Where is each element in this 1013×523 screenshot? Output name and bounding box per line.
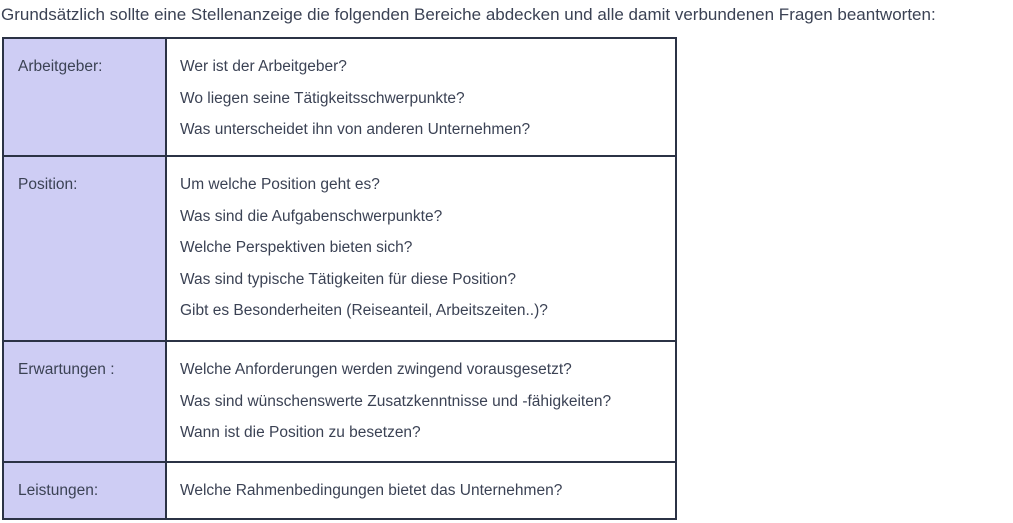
question-line: Was sind die Aufgabenschwerpunkte? bbox=[180, 207, 443, 225]
question-line: Was unterscheidet ihn von anderen Unternehmen? bbox=[180, 121, 531, 138]
row-label-position bbox=[3, 156, 166, 341]
table-row-erwartungen bbox=[3, 341, 676, 462]
question-line: Wo liegen seine Tätigkeitsschwerpunkte? bbox=[180, 89, 465, 107]
intro-text: Grundsätzlich sollte eine Stellenanzeige die folgenden Bereiche abdecken und alle damit verbundenen Fragen beantworten: bbox=[1, 5, 936, 24]
row-label-text: Arbeitgeber: bbox=[18, 58, 103, 75]
row-label-text: Position: bbox=[18, 176, 78, 193]
table-row-arbeitgeber bbox=[3, 38, 676, 156]
question-line: Gibt es Besonderheiten (Reiseanteil, Arbeitszeiten..)? bbox=[180, 302, 548, 319]
row-questions-arbeitgeber bbox=[166, 38, 676, 156]
question-line: Was sind typische Tätigkeiten für diese Position? bbox=[180, 270, 517, 288]
row-questions-leistungen bbox=[166, 462, 676, 519]
row-label-erwartungen bbox=[3, 341, 166, 462]
row-label-text: Erwartungen : bbox=[18, 361, 115, 378]
row-label-text: Leistungen: bbox=[18, 482, 99, 499]
question-line: Wann ist die Position zu besetzen? bbox=[180, 424, 421, 441]
table-row-position bbox=[3, 156, 676, 341]
row-label-arbeitgeber bbox=[3, 38, 166, 156]
row-label-leistungen bbox=[3, 462, 166, 519]
question-line: Welche Rahmenbedingungen bietet das Unternehmen? bbox=[180, 482, 563, 499]
question-line: Welche Anforderungen werden zwingend vorausgesetzt? bbox=[180, 361, 572, 378]
question-line: Was sind wünschenswerte Zusatzkenntnisse und -fähigkeiten? bbox=[180, 392, 612, 410]
question-line: Um welche Position geht es? bbox=[180, 176, 380, 193]
job-ad-areas-table bbox=[2, 37, 677, 520]
table-row-leistungen bbox=[3, 462, 676, 519]
row-questions-erwartungen bbox=[166, 341, 676, 462]
question-line: Welche Perspektiven bieten sich? bbox=[180, 239, 413, 256]
row-questions-position bbox=[166, 156, 676, 341]
question-line: Wer ist der Arbeitgeber? bbox=[180, 58, 347, 75]
